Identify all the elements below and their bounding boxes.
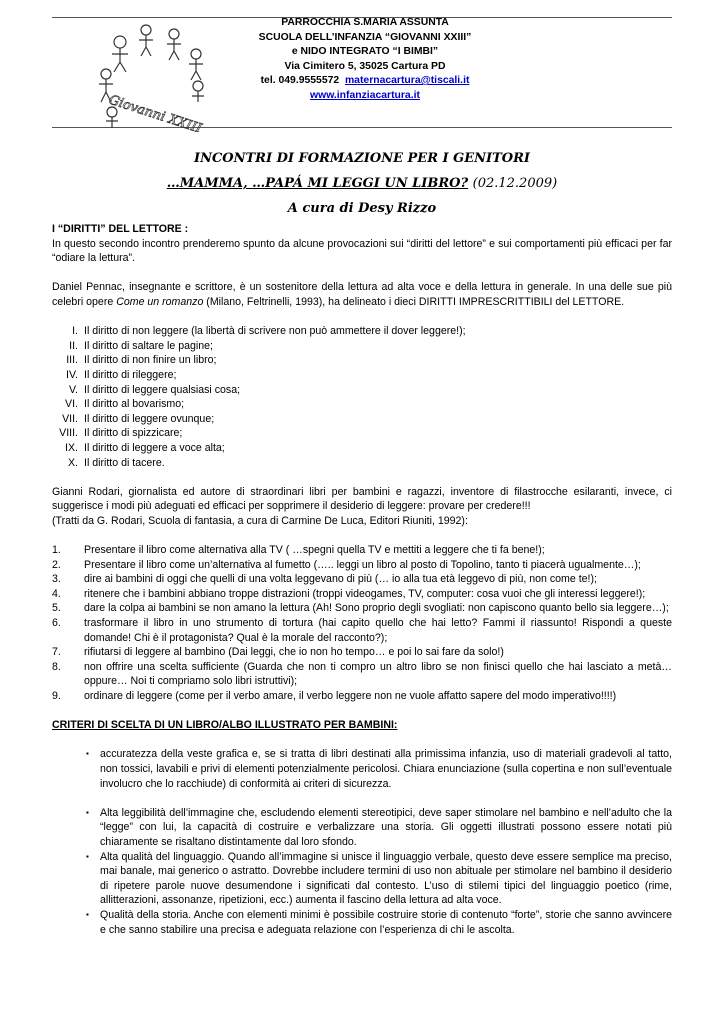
- list-item-text: Qualità della storia. Anche con elementi minimi è possibile costruire storie di contenuto “forte”, storie che sanno avvincere e che sanno stabilire una precisa e adeguata relazione con l’esperienza di chi le ascolta.: [100, 908, 672, 936]
- rodari-list: [52, 543, 672, 704]
- diritti-list: [52, 324, 672, 470]
- diritti-intro: In questo secondo incontro prenderemo spunto da alcune provocazioni sui “diritti del lettore” e sui comportamenti più efficaci per far “odiare la lettura”.: [52, 237, 672, 265]
- list-item-number: IV.: [66, 368, 78, 381]
- list-item: [52, 747, 672, 791]
- list-item-number: VIII.: [59, 427, 78, 440]
- list-item-text: ritenere che i bambini abbiano troppe distrazioni (troppi videogames, TV, computer: cosa vuoi che gli interessi leggere!);: [84, 587, 646, 600]
- rodari-source: (Tratti da G. Rodari, Scuola di fantasia, a cura di Carmine De Luca, Editori Riuniti, 1992):: [52, 514, 468, 527]
- list-item-text: Il diritto di non leggere (la libertà di scrivere non può ammettere il dover leggere!);: [84, 325, 466, 338]
- list-item: [52, 368, 672, 383]
- list-item-number: 4.: [52, 587, 61, 600]
- list-item: [52, 412, 672, 427]
- list-item-text: Alta qualità del linguaggio. Quando all’immagine si unisce il linguaggio verbale, questo deve essere semplice ma preciso, mai banale, mai generico o astratto. Dovrebbe includere termini di uso non abituale per stimolare nel bambino il desiderio di ripetere parole nuove desumendone i significati dal contesto. L’uso di stilemi tipici del linguaggio poetico (rime, allitterazioni, assonanze, ripetizioni, ecc.) aumenta il fascino della lettura ad alta voce.: [100, 850, 672, 907]
- document-titles: [52, 146, 672, 221]
- list-item-text: dare la colpa ai bambini se non amano la lettura (Ah! Sono proprio degli svogliati: non capiscono quanto bello sia leggere…);: [84, 602, 669, 615]
- list-item: [52, 353, 672, 368]
- square-bullet-icon: ▪: [86, 909, 89, 919]
- list-item-text: dire ai bambini di oggi che quelli di una volta leggevano di più (… io alla tua età leggevo di più, non come te!);: [84, 573, 597, 586]
- list-item-text: Il diritto di tacere.: [84, 456, 165, 469]
- header-tel: tel. 049.9555572: [260, 75, 340, 86]
- list-item-text: Il diritto di leggere qualsiasi cosa;: [84, 383, 241, 396]
- list-item-text: Il diritto al bovarismo;: [84, 398, 185, 411]
- list-item-text: Presentare il libro come alternativa alla TV ( …spegni quella TV e mettiti a leggere che ti fa bene!);: [84, 544, 545, 557]
- list-item: [52, 383, 672, 398]
- header-email-link[interactable]: maternacartura@tiscali.it: [344, 75, 470, 86]
- list-item: [52, 616, 672, 645]
- list-item: [52, 806, 672, 850]
- pennac-book-title: Come un romanzo: [116, 295, 204, 308]
- list-item-number: 8.: [52, 660, 61, 673]
- list-item: [52, 645, 672, 660]
- header-contact: [220, 74, 510, 89]
- list-item: [52, 426, 672, 441]
- list-item: [52, 324, 672, 339]
- diritti-heading: I “DIRITTI” DEL LETTORE :: [52, 223, 189, 235]
- list-item-number: 5.: [52, 602, 61, 615]
- list-item: [52, 660, 672, 689]
- list-item: [52, 908, 672, 937]
- title-author: A cura di Desy Rizzo: [287, 201, 437, 216]
- list-item: [52, 543, 672, 558]
- list-item-number: VI.: [65, 398, 78, 411]
- square-bullet-icon: ▪: [86, 749, 89, 759]
- list-item-number: V.: [68, 383, 78, 396]
- pennac-paragraph: [52, 280, 672, 309]
- logo-text: Giovanni XXIII: [106, 92, 204, 132]
- list-item-number: II.: [69, 339, 78, 352]
- list-item-number: 1.: [52, 544, 61, 557]
- header-line-parish: PARROCCHIA S.MARIA ASSUNTA: [281, 17, 449, 28]
- list-item-number: X.: [67, 456, 78, 469]
- title-main: INCONTRI DI FORMAZIONE PER I GENITORI: [193, 151, 530, 166]
- list-item-number: 6.: [52, 617, 61, 630]
- header-line-school: SCUOLA DELL’INFANZIA “GIOVANNI XXIII”: [258, 31, 472, 43]
- list-item-text: rifiutarsi di leggere al bambino (Dai leggi, che io non ho tempo… e poi lo sai fare da solo!): [84, 646, 504, 659]
- school-header: [220, 16, 510, 103]
- title-sub-underlined: …MAMMA, …PAPÁ MI LEGGI UN LIBRO?: [166, 176, 469, 191]
- list-item-text: Alta leggibilità dell’immagine che, escludendo elementi stereotipici, deve saper stimolare nel bambino e nell’adulto che la “legge” con lui, la capacità di costruire e verbalizzare una storia. Gli oggetti illustrati possono essere notati più chiaramente se risaltano distintamente dal loro sfondo.: [100, 806, 672, 848]
- list-item-text: ordinare di leggere (come per il verbo amare, il verbo leggere non ne vuole affatto sapere del modo imperativo!!!!): [84, 690, 617, 702]
- list-item-number: 3.: [52, 573, 61, 586]
- pennac-text-a: Daniel Pennac, insegnante e scrittore, è un sostenitore della lettura ad alta voce e della lettura in generale. In una delle sue più celebri opere: [52, 281, 672, 308]
- list-item: [52, 339, 672, 354]
- list-item-number: 2.: [52, 558, 61, 571]
- pennac-text-b: (Milano, Feltrinelli, 1993), ha delineato i dieci DIRITTI IMPRESCRITTIBILI del LETTORE.: [203, 295, 625, 308]
- criteri-heading: CRITERI DI SCELTA DI UN LIBRO/ALBO ILLUSTRATO PER BAMBINI:: [52, 719, 398, 732]
- square-bullet-icon: ▪: [86, 851, 89, 861]
- list-item-text: Il diritto di leggere ovunque;: [84, 412, 215, 425]
- square-bullet-icon: ▪: [86, 807, 89, 817]
- title-sub: [52, 171, 672, 196]
- header-line-address: Via Cimitero 5, 35025 Cartura PD: [284, 60, 446, 72]
- list-item: [52, 441, 672, 456]
- list-item-text: Il diritto di leggere a voce alta;: [84, 441, 225, 454]
- list-item-text: non offrire una scelta sufficiente (Guarda che non ti compro un altro libro se non finisci quello che hai lasciato a metà… oppure… Noi ti compriamo solo libri istruttivi);: [84, 660, 672, 688]
- criteri-list: [52, 747, 672, 937]
- list-item: [52, 850, 672, 908]
- list-item-text: Il diritto di non finire un libro;: [84, 354, 217, 367]
- list-item-text: accuratezza della veste grafica e, se si tratta di libri destinati alla primissima infanzia, uso di materiali gradevoli al tatto, non tossici, lavabili e privi di elementi potenzialmente pericolosi. Chiara enunciazione (sulla copertina e non sull’eventuale involucro che lo racchiude) di conformità ai criteri di sicurezza.: [100, 748, 672, 790]
- document-body: [52, 222, 672, 937]
- list-item-number: I.: [72, 325, 78, 338]
- list-item-number: IX.: [65, 441, 78, 454]
- list-item: [52, 456, 672, 471]
- list-item-number: 7.: [52, 646, 61, 659]
- list-item-text: Il diritto di rileggere;: [84, 368, 177, 381]
- header-website-link[interactable]: www.infanziacartura.it: [310, 89, 420, 101]
- header-line-nursery: e NIDO INTEGRATO “I BIMBI”: [291, 46, 439, 57]
- list-item: [52, 689, 672, 704]
- list-item-number: III.: [66, 354, 78, 367]
- list-item: [52, 601, 672, 616]
- list-item: [52, 587, 672, 602]
- list-item-number: VII.: [62, 412, 78, 425]
- list-item-text: Presentare il libro come un’alternativa al fumetto (….. leggi un libro al posto di Topolino, tanto ti piacerà ugualmente…);: [84, 558, 641, 571]
- list-item-text: Il diritto di spizzicare;: [84, 427, 183, 440]
- list-item: [52, 397, 672, 412]
- title-date: (02.12.2009): [472, 176, 558, 191]
- list-item: [52, 558, 672, 573]
- school-logo: [98, 20, 208, 132]
- list-item: [52, 572, 672, 587]
- list-item-number: 9.: [52, 690, 61, 702]
- list-item-text: Il diritto di saltare le pagine;: [84, 339, 213, 352]
- list-item-text: trasformare il libro in uno strumento di tortura (hai capito quello che hai letto? Fammi il riassunto! Rispondi a queste domande! Chi è il protagonista? Qual è la morale del racconto?);: [84, 617, 672, 644]
- rodari-intro: Gianni Rodari, giornalista ed autore di straordinari libri per bambini e ragazzi, inventore di filastrocche esilaranti, invece, ci suggerisce i modi più adeguati ed efficaci per sopprimere il desiderio di leggere: provare per credere!!!: [52, 485, 672, 513]
